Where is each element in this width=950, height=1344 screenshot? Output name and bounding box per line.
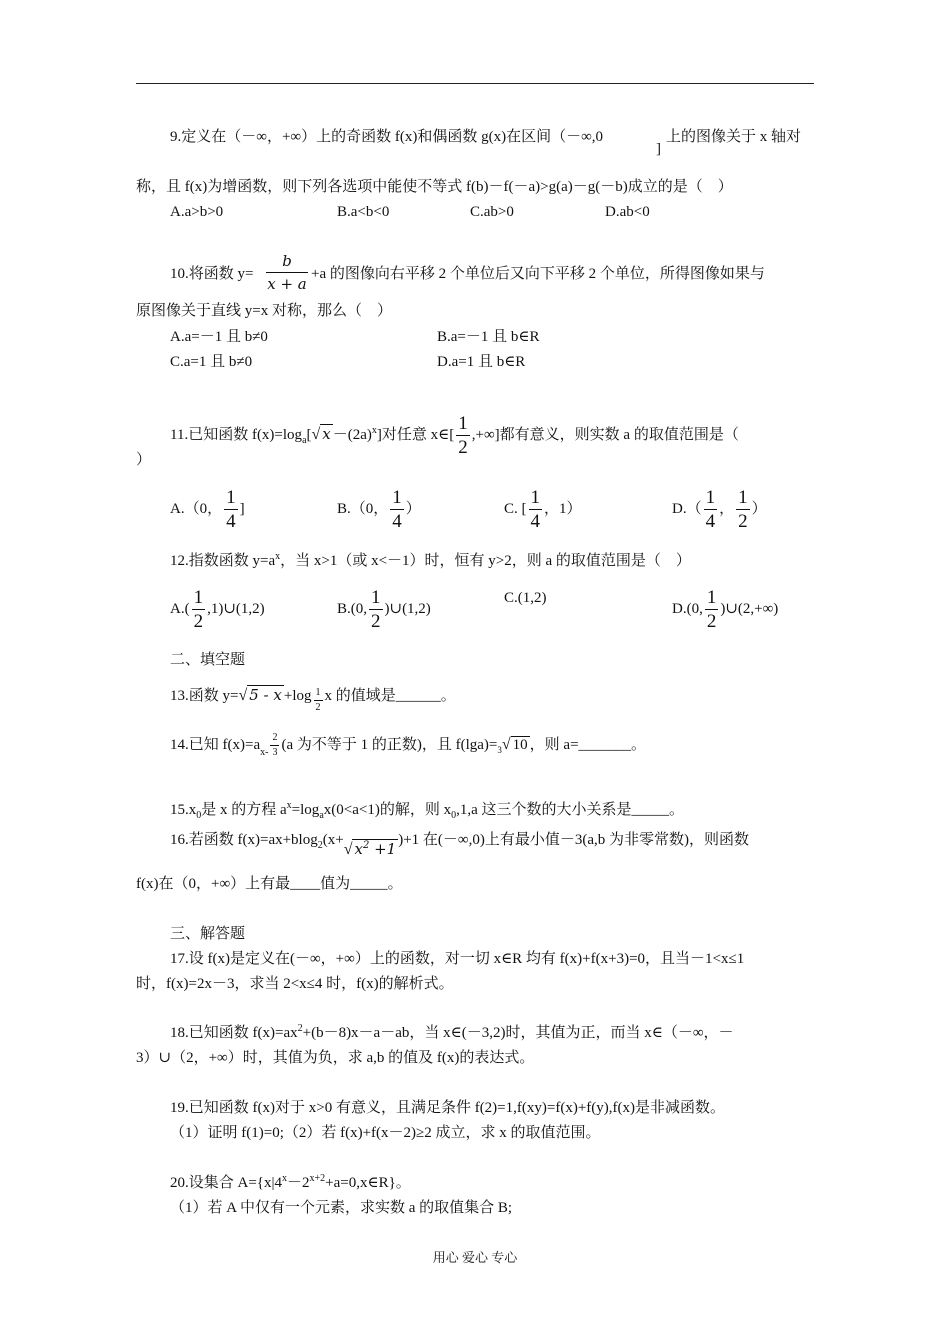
q12-opt-d-pre: D.(0, (672, 600, 703, 617)
q18-line1 (170, 1023, 734, 1043)
q16-sqrt (352, 839, 398, 858)
q15-text-1: 15.x (170, 802, 197, 818)
q20-sup-1: x (282, 1173, 287, 1184)
q12-opt-a-den: 2 (193, 611, 204, 632)
q10-line2: 原图像关于直线 y=x 对称，那么（ ） (136, 303, 392, 319)
q11-text-2: [ (306, 426, 312, 443)
q11-opt-d-den1: 4 (705, 511, 716, 532)
q11-opt-b-num: 1 (392, 487, 402, 508)
q12-line1 (170, 551, 691, 571)
q12-opt-d-frac (705, 588, 719, 631)
q16-text-3: )+1 在(－∞,0)上有最小值－3(a,b 为非零常数)，则函数 (398, 832, 750, 848)
q11-opt-a-num: 1 (226, 487, 236, 508)
q13-log-base (314, 688, 323, 713)
q15-end: 。 (669, 802, 685, 818)
q11-opt-a-frac (224, 488, 238, 531)
q11-opt-c-den: 4 (530, 511, 540, 532)
q11-opt-b-post: ） (405, 500, 421, 517)
q13-sqrt: 5 - x (249, 686, 282, 704)
q13-line (170, 685, 456, 713)
q16-line2-mid: 值为 (320, 876, 351, 892)
q14-root-value: 10 (512, 737, 528, 753)
q12-opt-d-post: )∪(2,+∞) (720, 600, 779, 617)
q11-sqrt-x: x (322, 424, 331, 443)
q11-opt-c-post: ，1） (544, 500, 582, 517)
q9-option-a: A.a>b>0 (170, 204, 224, 220)
q13-end: 。 (440, 688, 456, 704)
q11-opt-c-num: 1 (530, 487, 540, 508)
q13-text-2: +log (283, 688, 312, 704)
q10-option-a: A.a=－1 且 b≠0 (170, 329, 268, 345)
q14-text-3: ，则 a= (529, 737, 579, 753)
q16-sub-2: 2 (317, 840, 323, 851)
q12-opt-a-post: ,1)∪(1,2) (207, 600, 265, 617)
q12-option-d (672, 588, 778, 631)
q15-answer-blank[interactable]: _____ (631, 802, 670, 818)
q12-option-c: C.(1,2) (504, 590, 547, 606)
q20-text-2: －2 (287, 1175, 310, 1191)
q11-line2: ） (136, 452, 152, 468)
q15-sub-0b: 0 (451, 810, 457, 821)
radical-sign: √ (501, 736, 511, 753)
q11-line1 (170, 414, 739, 457)
q16-sqrt-x: x (354, 840, 363, 858)
q12-option-a (170, 588, 265, 631)
q12-sup-x: x (275, 551, 281, 562)
q16-answer-blank-2[interactable]: _____ (350, 876, 388, 892)
q11-option-c (504, 488, 582, 531)
q18-sup-2: 2 (297, 1023, 303, 1034)
q11-opt-a-pre: A.（0， (170, 500, 223, 517)
q20-text-1: 20.设集合 A={x|4 (170, 1175, 282, 1191)
q9-option-d: D.ab<0 (605, 204, 650, 220)
q11-opt-d-pre: D.（ (672, 500, 702, 517)
q12-option-b (337, 588, 431, 631)
q15-text-3: =log (291, 802, 320, 818)
q15-text-4: x(0<a<1)的解，则 x (323, 802, 452, 818)
q11-opt-d-frac1 (704, 488, 718, 531)
q13-text-1: 13.函数 y= (170, 688, 239, 704)
q15-sub-0: 0 (196, 810, 202, 821)
q11-opt-d-mid: ， (719, 500, 735, 517)
page-footer: 用心 爱心 专心 (432, 1250, 518, 1265)
q13-text-3: x 的值域是 (324, 688, 396, 704)
q14-text-2: (a 为不等于 1 的正数)，且 f(lga)= (281, 737, 498, 753)
q15-line (170, 800, 684, 820)
radical-sign: √ (343, 841, 353, 858)
q14-end: 。 (631, 737, 647, 753)
q9-option-b: B.a<b<0 (337, 204, 390, 220)
q14-line (170, 733, 646, 763)
q11-opt-a-den: 4 (226, 511, 236, 532)
q9-option-c: C.ab>0 (470, 204, 514, 220)
q11-sub-a: a (302, 434, 307, 446)
q19-line1: 19.已知函数 f(x)对于 x>0 有意义，且满足条件 f(2)=1,f(xy)=f(x)+f(y),f(x)是非减函数。 (170, 1100, 726, 1116)
q16-end: 。 (387, 876, 403, 892)
q20-text-3: +a=0,x∈R}。 (325, 1175, 411, 1191)
q16-answer-blank-1[interactable]: ____ (290, 876, 321, 892)
q16-sqrt-post: +1 (369, 840, 397, 858)
q11-text-4: ]对任意 x∈[ (376, 426, 455, 443)
q14-exp-frac (270, 733, 279, 758)
q12-opt-b-post: )∪(1,2) (384, 600, 431, 617)
q12-opt-b-pre: B.(0, (337, 600, 367, 617)
q12-opt-b-frac (369, 588, 383, 631)
q11-half-num: 1 (458, 413, 468, 434)
q9-line2: 称，且 f(x)为增函数，则下列各选项中能使不等式 f(b)－f(－a)>g(a)－g(－b)成立的是（ ） (136, 179, 733, 195)
q10-suffix: +a 的图像向右平移 2 个单位后又向下平移 2 个单位，所得图像如果与 (311, 266, 765, 282)
q11-sup-x: x (371, 424, 377, 436)
radical-sign: √ (238, 687, 248, 704)
q10-option-c: C.a=1 且 b≠0 (170, 354, 253, 370)
q9-line1 (170, 127, 603, 147)
q14-answer-blank[interactable]: _______ (578, 737, 632, 753)
q10-prefix: 10.将函数 y= (170, 266, 254, 282)
q15-sup-x: x (286, 800, 292, 811)
q20-line1 (170, 1173, 411, 1193)
q11-option-d (672, 488, 767, 531)
q12-opt-a-pre: A.( (170, 600, 190, 617)
q11-half (456, 414, 470, 457)
q11-opt-b-den: 4 (392, 511, 402, 532)
q11-opt-a-post: ] (239, 500, 245, 517)
q20-sup-2: x+2 (309, 1173, 326, 1184)
q10-option-b: B.a=－1 且 b∈R (437, 329, 540, 345)
q18-text-2: +(b－8)x－a－ab，当 x∈(－3,2)时，其值为正，而当 x∈（－∞，－ (302, 1025, 734, 1041)
q14-text-1: 14.已知 f(x)=a (170, 737, 261, 753)
q13-answer-blank[interactable]: ______ (395, 688, 441, 704)
q10-fraction (266, 250, 308, 295)
q17-line2: 时，f(x)=2x－3，求当 2<x≤4 时，f(x)的解析式。 (136, 976, 454, 992)
q9-bracket: ] (656, 141, 661, 157)
q14-exp-den: 3 (272, 747, 278, 758)
q11-opt-d-frac2 (736, 488, 750, 531)
q13-base-den: 2 (315, 702, 321, 713)
q13-base-num: 1 (315, 687, 321, 698)
q11-text-5: ,+∞]都有意义，则实数 a 的取值范围是（ (471, 426, 739, 443)
q11-opt-d-den2: 2 (738, 511, 748, 532)
q15-text-5: ,1,a 这三个数的大小关系是 (456, 802, 632, 818)
section-heading-answer: 三、解答题 (170, 926, 246, 942)
q11-text-3: －(2a) (332, 426, 372, 443)
q14-root-index: 3 (497, 745, 502, 755)
q16-text-2: (x+ (322, 832, 344, 848)
q17-line1: 17.设 f(x)是定义在(－∞，+∞）上的函数，对一切 x∈R 均有 f(x)+f(x+3)=0，且当－1<x≤1 (170, 951, 745, 967)
q9-text-b: 上的图像关于 x 轴对 (666, 129, 802, 145)
q16-line2 (136, 874, 403, 894)
q11-opt-d-num1: 1 (705, 487, 716, 508)
q12-opt-b-num: 1 (371, 587, 381, 608)
q12-opt-d-num: 1 (706, 587, 717, 608)
q11-option-b (337, 488, 421, 531)
q10-option-d: D.a=1 且 b∈R (437, 354, 526, 370)
q11-opt-d-post: ） (751, 500, 767, 517)
q11-option-a (170, 488, 245, 531)
q15-sub-a: a (319, 810, 324, 821)
q12-opt-d-den: 2 (706, 611, 717, 632)
q11-opt-b-pre: B.（0， (337, 500, 389, 517)
q15-text-2: 是 x 的方程 a (201, 802, 287, 818)
q11-opt-b-frac (390, 488, 404, 531)
q10-frac-num: b (282, 252, 292, 270)
q18-line2: 3）∪（2，+∞）时，其值为负，求 a,b 的值及 f(x)的表达式。 (136, 1050, 535, 1066)
radical-sign: √ (311, 425, 321, 443)
q12-opt-b-den: 2 (371, 611, 381, 632)
q19-line2: （1）证明 f(1)=0;（2）若 f(x)+f(x－2)≥2 成立，求 x 的取值范围。 (170, 1125, 601, 1141)
header-rule (136, 83, 814, 84)
section-heading-fill-blank: 二、填空题 (170, 652, 246, 668)
q12-text-1: 12.指数函数 y=a (170, 553, 276, 569)
q10-frac-den: x + a (266, 272, 308, 295)
q11-opt-c-pre: C. [ (504, 500, 527, 517)
q20-line2: （1）若 A 中仅有一个元素，求实数 a 的取值集合 B; (170, 1200, 513, 1216)
q11-text-1: 11.已知函数 f(x)=log (170, 426, 303, 443)
q12-text-2: ，当 x>1（或 x<－1）时，恒有 y>2，则 a 的取值范围是（ ） (280, 553, 691, 569)
q16-text-1: 16.若函数 f(x)=ax+blog (170, 832, 318, 848)
q12-opt-a-frac (192, 588, 206, 631)
q9-text-a: 9.定义在（－∞，+∞）上的奇函数 f(x)和偶函数 g(x)在区间（－∞,0 (170, 129, 604, 145)
q14-exp-pre: x- (260, 747, 269, 758)
q16-line1 (170, 829, 750, 858)
q11-opt-d-num2: 1 (738, 487, 748, 508)
q11-half-den: 2 (458, 437, 468, 458)
q14-exp-num: 2 (272, 732, 278, 743)
q16-sqrt-sup: 2 (362, 840, 370, 851)
q18-text-1: 18.已知函数 f(x)=ax (170, 1025, 298, 1041)
q16-line2-pre: f(x)在（0，+∞）上有最 (136, 876, 291, 892)
q12-opt-a-num: 1 (193, 587, 204, 608)
q11-opt-c-frac (529, 488, 543, 531)
